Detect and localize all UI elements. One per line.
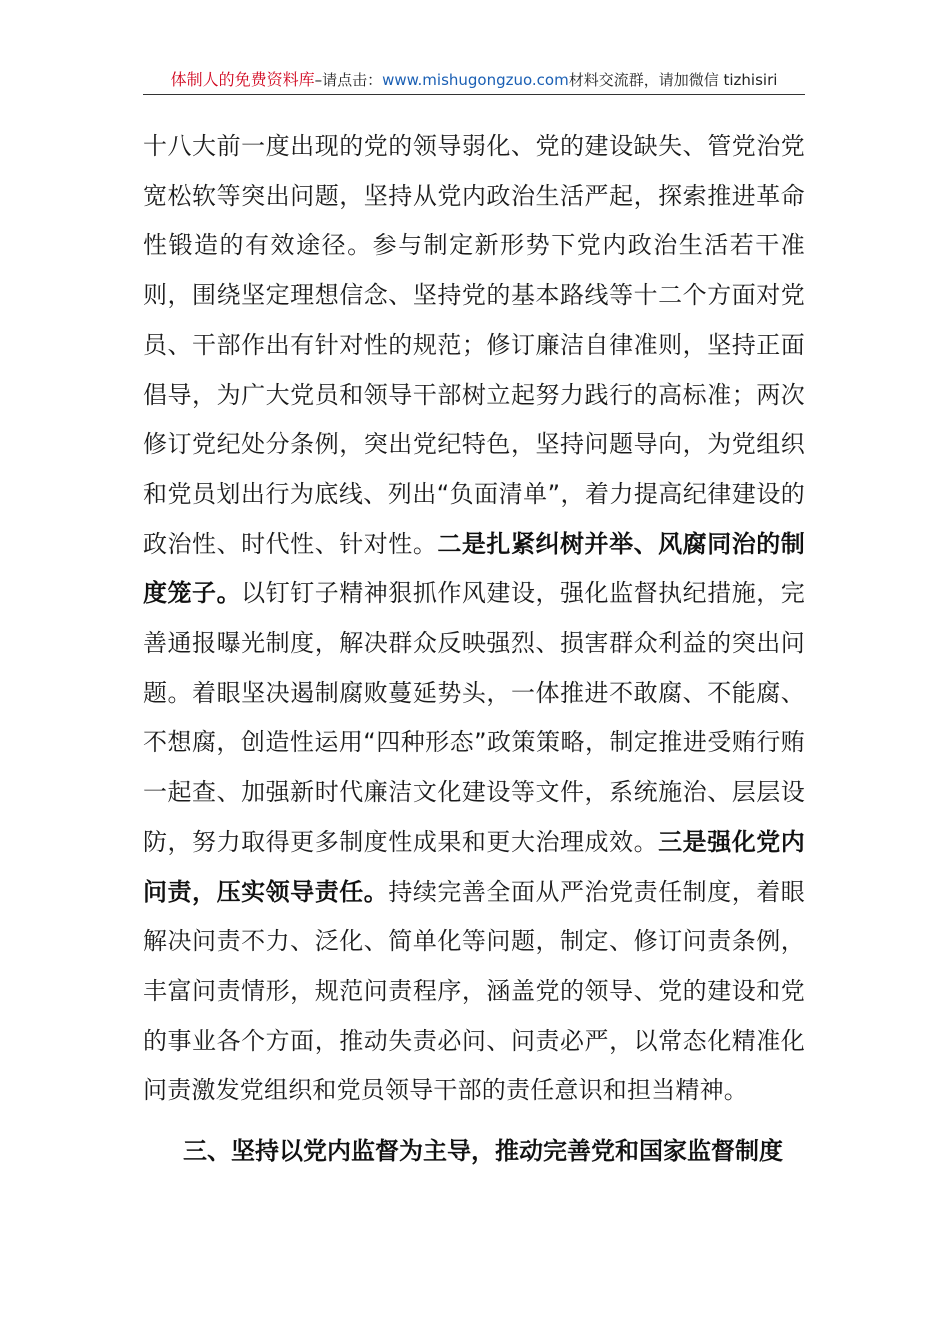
point-three-title: 三是强化党内问责，压实领导责任。 — [143, 827, 805, 906]
point-two-title: 二是扎紧纠树并举、风腐同治的制度笼子。 — [143, 529, 806, 608]
paragraph-text-3: 持续完善全面从严治党责任制度，着眼解决问责不力、泛化、简单化等问题，制定、修订问责条例，丰富问责情形，规范问责程序，涵盖党的领导、党的建设和党的事业各个方面，推动失责必问、问责必严，以常态化精准化问责激发党组织和党员领导干部的责任意识和担当精神。 — [143, 877, 805, 1105]
page-header — [143, 66, 805, 95]
header-separator: –请点击： — [314, 71, 383, 89]
header-contact: 材料交流群，请加微信 tizhisiri — [568, 71, 778, 89]
paragraph-text-2: 以钉钉子精神狠抓作风建设，强化监督执纪措施，完善通报曝光制度，解决群众反映强烈、损害群众利益的突出问题。着眼坚决遏制腐败蔓延势头，一体推进不敢腐、不能腐、不想腐，创造性运用“四种形态”政策策略，制定推进受贿行贿一起查、加强新时代廉洁文化建设等文件，系统施治、层层设防，努力取得更多制度性成果和更大治理成效。 — [143, 579, 805, 856]
header-brand: 体制人的免费资料库 — [170, 70, 315, 89]
paragraph-text-1: 十八大前一度出现的党的领导弱化、党的建设缺失、管党治党宽松软等突出问题，坚持从党内政治生活严起，探索推进革命性锻造的有效途径。参与制定新形势下党内政治生活若干准则，围绕坚定理想信念、坚持党的基本路线等十二个方面对党员、干部作出有针对性的规范；修订廉洁自律准则，坚持正面倡导，为广大党员和领导干部树立起努力践行的高标准；两次修订党纪处分条例，突出党纪特色，坚持问题导向，为党组织和党员划出行为底线、列出“负面清单”，着力提高纪律建设的政治性、时代性、针对性。 — [143, 132, 805, 558]
section-heading: 三、坚持以党内监督为主导，推动完善党和国家监督制度 — [183, 1137, 783, 1165]
body-paragraph — [143, 122, 805, 1116]
header-url-link[interactable]: www.mishugongzuo.com — [382, 71, 569, 89]
